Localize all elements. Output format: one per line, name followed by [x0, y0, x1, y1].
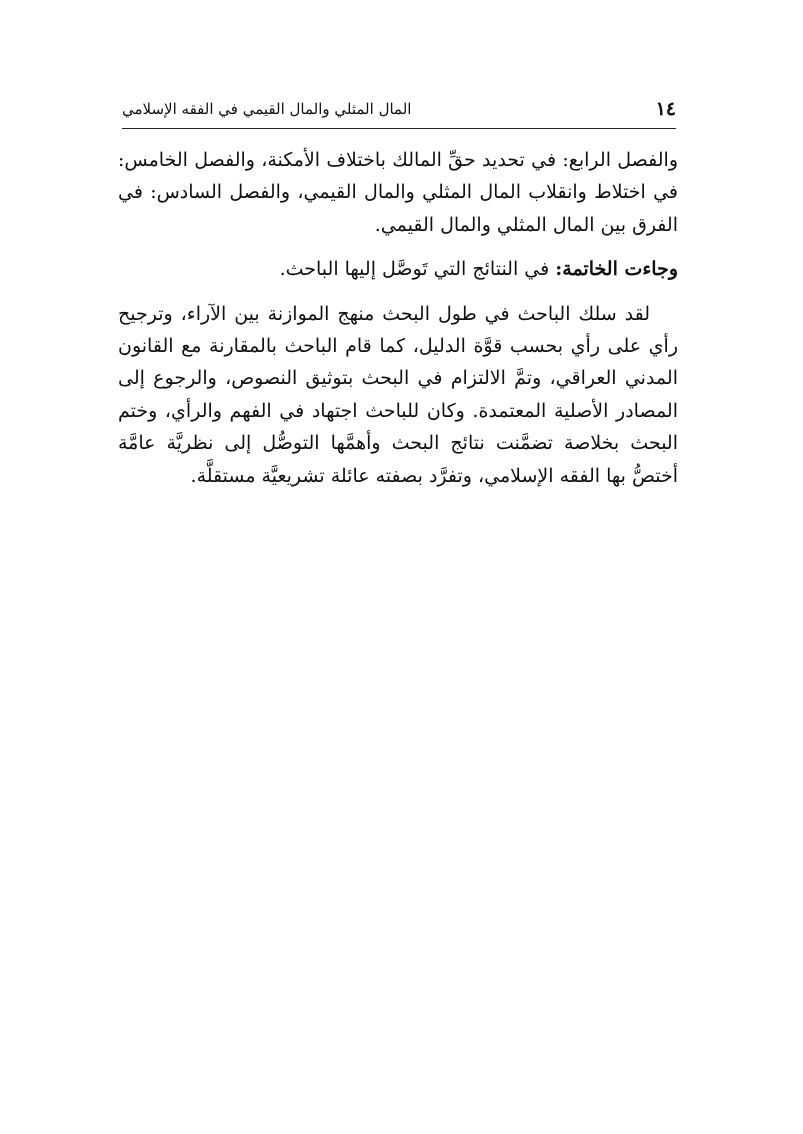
running-title: المال المثلي والمال القيمي في الفقه الإسلامي	[122, 100, 412, 118]
paragraph-methodology: لقد سلك الباحث في طول البحث منهج الموازنة بين الآراء، وترجيح رأي على رأي بحسب قوَّة الدليل، كما قام الباحث بالمقارنة مع القانون المدني العراقي، وتمَّ الالتزام في البحث بتوثيق النصوص، والرجوع إلى المصادر الأصلية المعتمدة. وكان للباحث اجتهاد في الفهم والرأي، وختم البحث بخلاصة تضمَّنت نتائج البحث وأهمَّها التوصُّل إلى نظريَّة عامَّة أختصُّ بها الفقه الإسلامي، وتفرَّد بصفته عائلة تشريعيَّة مستقلَّة.	[118, 302, 678, 487]
paragraph-chapters: والفصل الرابع: في تحديد حقِّ المالك باختلاف الأمكنة، والفصل الخامس: في اختلاط وانقلاب المال المثلي والمال القيمي، والفصل السادس: في الفرق بين المال المثلي والمال القيمي.	[118, 149, 678, 236]
page-number: ١٤	[655, 98, 676, 120]
paragraph-conclusion	[118, 253, 678, 285]
conclusion-text: في النتائج التي تَوصَّل إليها الباحث.	[279, 258, 556, 281]
body-text	[118, 144, 678, 492]
running-header	[122, 92, 676, 126]
conclusion-lead: وجاءت الخاتمة:	[555, 258, 678, 281]
header-rule	[122, 128, 676, 129]
